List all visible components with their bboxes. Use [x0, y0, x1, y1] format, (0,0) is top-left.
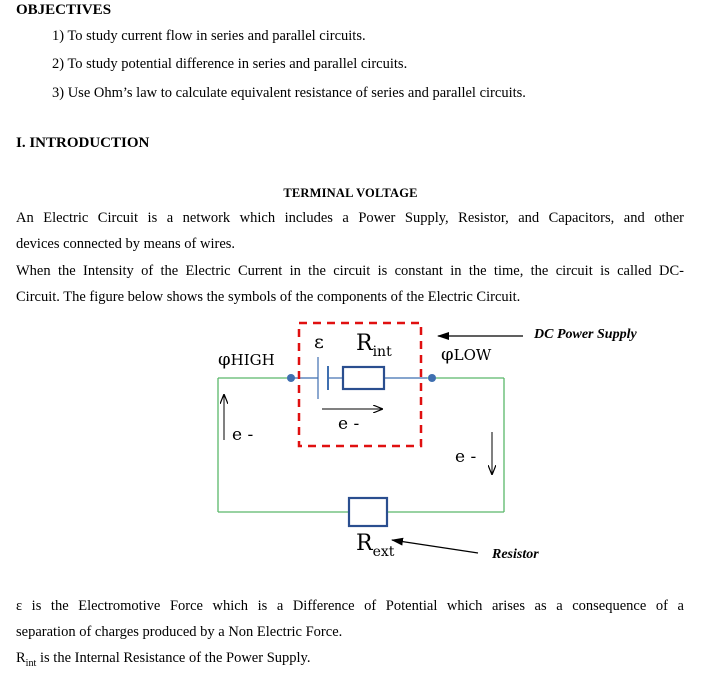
intro-paragraph-1-line-1: An Electric Circuit is a network which includes a Power Supply, Resistor, and Capacitors, and other — [16, 210, 684, 226]
circuit-wires — [218, 378, 504, 512]
section-subheading: TERMINAL VOLTAGE — [283, 186, 418, 200]
epsilon-label: ε — [314, 331, 324, 353]
introduction-heading: I. INTRODUCTION — [16, 135, 150, 151]
resistor-pointer — [392, 540, 478, 553]
external-resistor-symbol — [349, 498, 387, 526]
r-int-label: $R_{int}$ — [356, 331, 392, 360]
phi-high-label: φHIGH — [218, 349, 275, 370]
internal-resistor-symbol — [343, 367, 384, 389]
node-high — [287, 374, 295, 382]
intro-paragraph-1-line-2: devices connected by means of wires. — [16, 236, 236, 252]
intro-paragraph-2-line-1: When the Intensity of the Electric Current in the circuit is constant in the time, the circuit is called DC- — [16, 263, 684, 279]
intro-paragraph-2-line-2: Circuit. The figure below shows the symbols of the components of the Electric Circuit. — [16, 289, 521, 305]
r-ext-label: $R_{ext}$ — [356, 531, 395, 560]
objective-item-2: 2) To study potential difference in series and parallel circuits. — [52, 56, 408, 72]
objectives-heading: OBJECTIVES — [16, 2, 112, 18]
electron-label-right: e - — [455, 447, 477, 467]
battery-symbol — [318, 357, 328, 399]
emf-paragraph-line-1: ε is the Electromotive Force which is a Difference of Potential which arises as a consequence of a — [16, 598, 684, 614]
objective-item-1: 1) To study current flow in series and parallel circuits. — [52, 28, 366, 44]
node-low — [428, 374, 436, 382]
electron-label-mid: e - — [338, 414, 360, 434]
rint-paragraph: $R_{int}$ is the Internal Resistance of the Power Supply. — [16, 650, 311, 669]
electron-label-left: e - — [232, 425, 254, 445]
objective-item-3: 3) Use Ohm’s law to calculate equivalent resistance of series and parallel circuits. — [52, 85, 526, 101]
dc-power-supply-annotation: DC Power Supply — [534, 327, 637, 342]
phi-low-label: φLOW — [441, 344, 492, 365]
emf-paragraph-line-2: separation of charges produced by a Non Electric Force. — [16, 624, 343, 640]
resistor-annotation: Resistor — [492, 547, 539, 562]
